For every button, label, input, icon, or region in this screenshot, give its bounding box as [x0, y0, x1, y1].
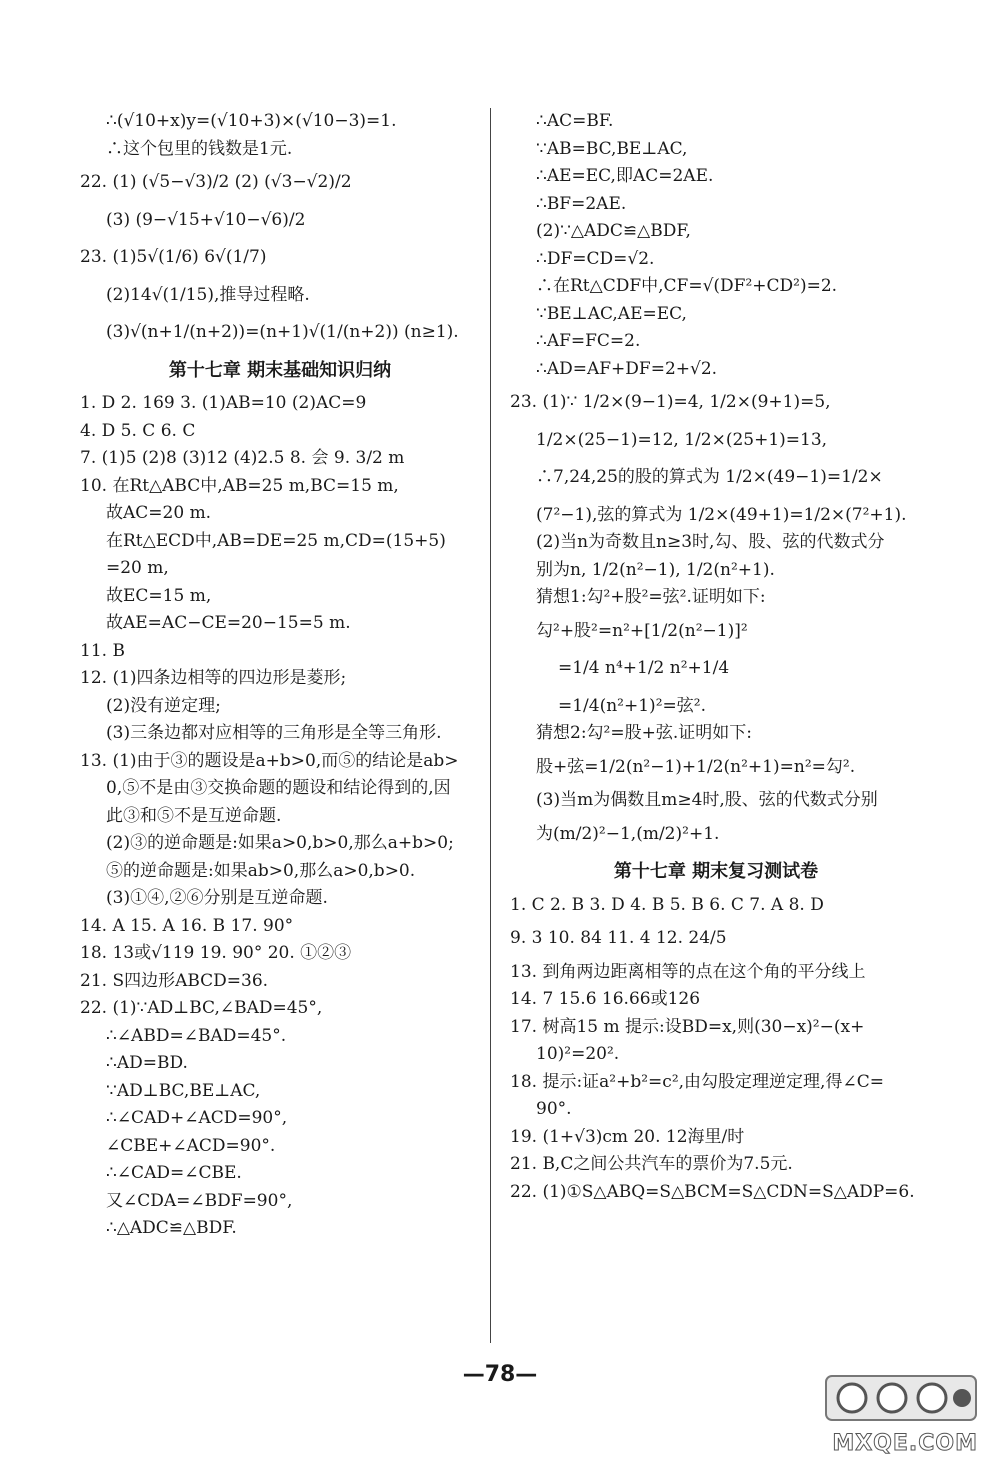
answer-line: (2)没有逆定理; [106, 695, 221, 716]
answer-line: 13. 到角两边距离相等的点在这个角的平分线上 [510, 961, 866, 982]
answer-line: ∴BF=2AE. [536, 193, 627, 214]
answer-line: ∴∠ABD=∠BAD=45°. [106, 1025, 287, 1046]
answer-line: ∴AE=EC,即AC=2AE. [536, 166, 714, 186]
answer-line: (3)①④,②⑥分别是互逆命题. [106, 888, 328, 908]
answer-line: 21. S四边形ABCD=36. [80, 970, 269, 991]
answer-line: 0,⑤不是由③交换命题的题设和结论得到的,因 [106, 778, 451, 798]
answer-line: ∴AD=BD. [106, 1053, 188, 1073]
answer-line: 为(m/2)²−1,(m/2)²+1. [536, 823, 720, 844]
answer-line: (3)√(n+1/(n+2))=(n+1)√(1/(n+2)) (n≥1). [106, 322, 459, 342]
answer-line: 猜想2:勾²=股+弦.证明如下: [536, 723, 752, 743]
answer-line: 10. 在Rt△ABC中,AB=25 m,BC=15 m, [80, 475, 399, 496]
left-column [80, 108, 480, 1243]
section-heading: 第十七章 期末复习测试卷 [613, 861, 819, 882]
answer-line: =1/4 n⁴+1/2 n²+1/4 [558, 658, 730, 678]
answer-line: (2)当n为奇数且n≥3时,勾、股、弦的代数式分 [536, 532, 885, 552]
answer-line: 11. B [80, 640, 125, 661]
answer-line: 18. 提示:证a²+b²=c²,由勾股定理逆定理,得∠C= [510, 1071, 884, 1092]
answer-line: 22. (1)∵AD⊥BC,∠BAD=45°, [80, 998, 323, 1018]
answer-line: 又∠CDA=∠BDF=90°, [106, 1190, 293, 1211]
answer-line: ∴AC=BF. [536, 111, 614, 131]
answer-line: =1/4(n²+1)²=弦². [558, 695, 706, 716]
answer-line: 故AC=20 m. [106, 503, 212, 523]
answer-line: 此③和⑤不是互逆命题. [106, 805, 282, 826]
answer-line: 故EC=15 m, [106, 585, 212, 606]
answer-line: 股+弦=1/2(n²−1)+1/2(n²+1)=n²=勾². [536, 756, 856, 777]
answer-line: 1/2×(25−1)=12, 1/2×(25+1)=13, [536, 429, 828, 450]
answer-line: 在Rt△ECD中,AB=DE=25 m,CD=(15+5) [106, 530, 446, 551]
answer-line: (2)③的逆命题是:如果a>0,b>0,那么a+b>0; [106, 833, 454, 853]
answer-line: 22. (1) (√5−√3)/2 (2) (√3−√2)/2 [80, 172, 352, 192]
section-heading: 第十七章 期末基础知识归纳 [168, 359, 392, 381]
answer-line: ∴在Rt△CDF中,CF=√(DF²+CD²)=2. [536, 276, 838, 296]
answer-line: ∴△ADC≌△BDF. [106, 1218, 237, 1238]
answer-line: ∴DF=CD=√2. [536, 248, 655, 269]
answer-line: 21. B,C之间公共汽车的票价为7.5元. [510, 1154, 793, 1174]
answer-line: (2)14√(1/15),推导过程略. [106, 284, 310, 305]
answer-line: 18. 13或√119 19. 90° 20. ①②③ [80, 943, 352, 963]
answer-line: 17. 树高15 m 提示:设BD=x,则(30−x)²−(x+ [510, 1016, 865, 1037]
answer-line: 1. D 2. 169 3. (1)AB=10 (2)AC=9 [80, 393, 367, 413]
answer-line: 19. (1+√3)cm 20. 12海里/时 [510, 1126, 745, 1147]
answer-line: ∴(√10+x)y=(√10+3)×(√10−3)=1. [106, 111, 397, 131]
answer-line: ∵AD⊥BC,BE⊥AC, [106, 1080, 261, 1101]
answer-line: ∴7,24,25的股的算式为 1/2×(49−1)=1/2× [536, 467, 883, 487]
answer-line: ∴这个包里的钱数是1元. [106, 138, 293, 159]
answer-line: 4. D 5. C 6. C [80, 420, 196, 441]
answer-line: 勾²+股²=n²+[1/2(n²−1)]² [536, 620, 748, 641]
answer-line: (3) (9−√15+√10−√6)/2 [106, 209, 306, 230]
answer-line: (3)当m为偶数且m≥4时,股、弦的代数式分别 [536, 790, 878, 810]
answer-line: 13. (1)由于③的题设是a+b>0,而⑤的结论是ab> [80, 750, 459, 771]
answer-line: 故AE=AC−CE=20−15=5 m. [106, 613, 351, 633]
answer-line: ∴∠CAD=∠CBE. [106, 1163, 242, 1183]
answer-line: ∴AF=FC=2. [536, 331, 641, 351]
answer-line: (3)三条边都对应相等的三角形是全等三角形. [106, 723, 442, 743]
answer-line: 7. (1)5 (2)8 (3)12 (4)2.5 8. 会 9. 3/2 m [80, 448, 405, 468]
answer-line: 别为n, 1/2(n²−1), 1/2(n²+1). [536, 559, 775, 580]
answer-line: 猜想1:勾²+股²=弦².证明如下: [536, 587, 766, 607]
answer-line: 14. A 15. A 16. B 17. 90° [80, 915, 294, 936]
answer-line: 22. (1)①S△ABQ=S△BCM=S△CDN=S△ADP=6. [510, 1181, 915, 1202]
answer-line: ∴∠CAD+∠ACD=90°, [106, 1108, 288, 1128]
answer-line: 12. (1)四条边相等的四边形是菱形; [80, 668, 347, 688]
answer-line: (7²−1),弦的算式为 1/2×(49+1)=1/2×(7²+1). [536, 504, 907, 525]
answer-line: =20 m, [106, 558, 169, 578]
answer-line: 23. (1)5√(1/6) 6√(1/7) [80, 247, 267, 267]
answer-line: ∵BE⊥AC,AE=EC, [536, 303, 687, 324]
answer-line: ∠CBE+∠ACD=90°. [106, 1135, 276, 1156]
answer-line: 1. C 2. B 3. D 4. B 5. B 6. C 7. A 8. D [510, 894, 824, 915]
page-number: —78— [462, 1362, 538, 1387]
right-column [510, 108, 922, 1206]
answer-line: (2)∵△ADC≌△BDF, [536, 221, 691, 241]
answer-line: ∴AD=AF+DF=2+√2. [536, 358, 718, 379]
answer-line: 9. 3 10. 84 11. 4 12. 24/5 [510, 928, 727, 948]
answer-line: ⑤的逆命题是:如果ab>0,那么a>0,b>0. [106, 860, 416, 881]
answer-line: 23. (1)∵ 1/2×(9−1)=4, 1/2×(9+1)=5, [510, 392, 831, 412]
watermark-text: MXQE.COM [832, 1431, 978, 1456]
column-divider [490, 108, 491, 1343]
answer-line: 14. 7 15.6 16.66或126 [510, 989, 701, 1009]
answer-line: 90°. [536, 1099, 572, 1119]
answer-line: ∵AB=BC,BE⊥AC, [536, 138, 688, 159]
answer-line: 10)²=20². [536, 1044, 620, 1064]
